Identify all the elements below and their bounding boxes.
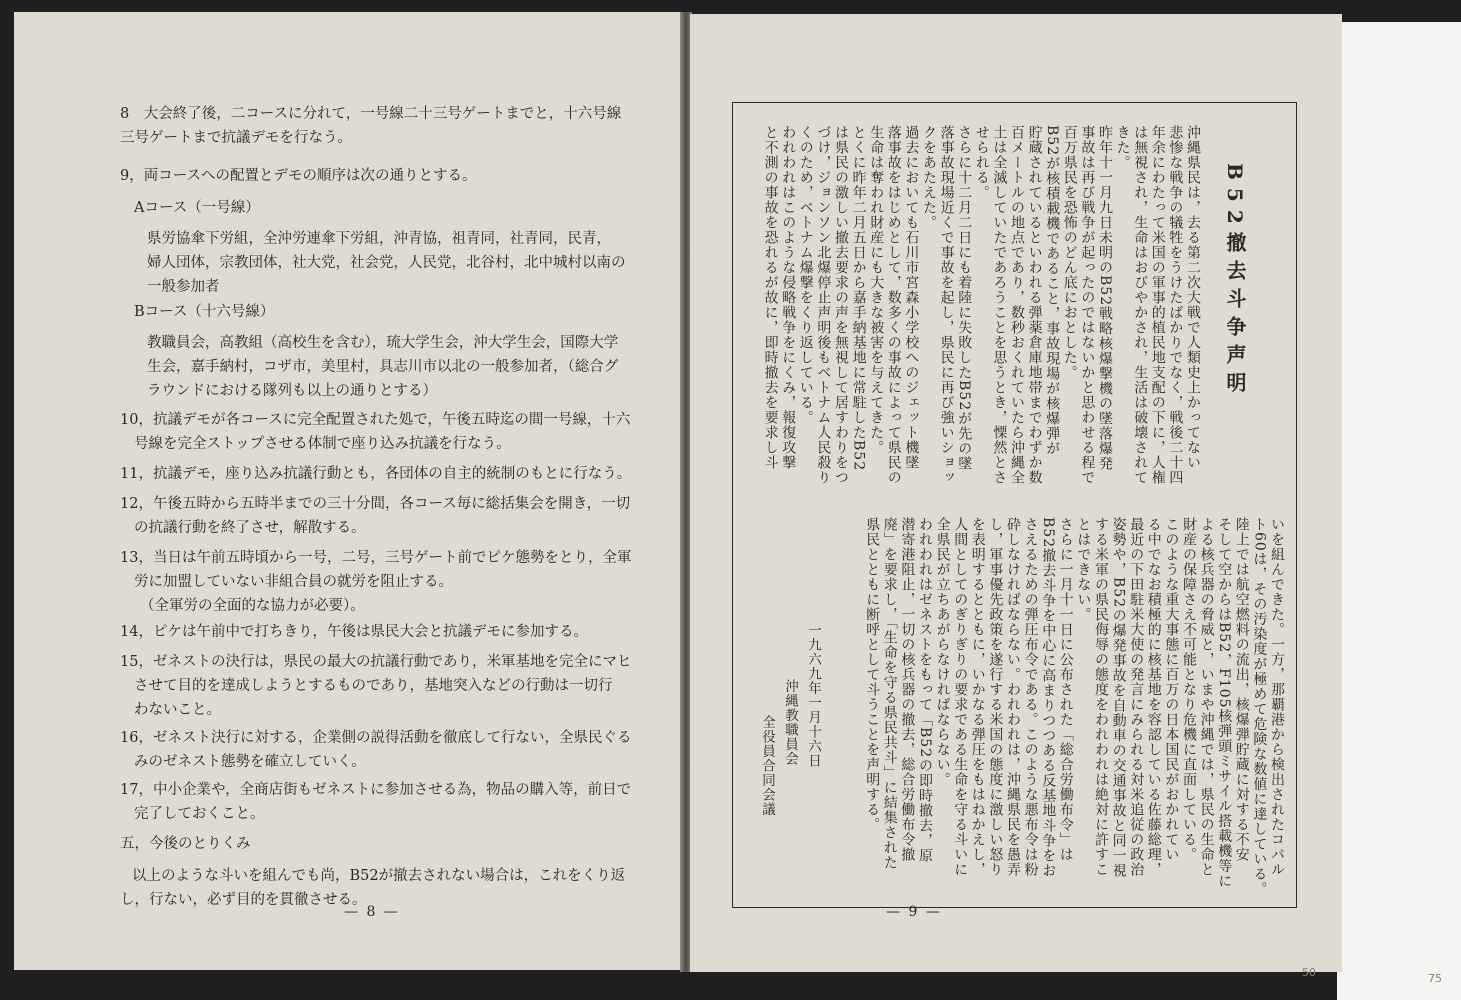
statement-column: さらに一月十一日に公布された「総合労働布令」は [1057, 517, 1074, 862]
statement-column: よる核兵器の脅威と，いまや沖縄では，県民の生命と [1198, 517, 1215, 877]
statement-column: 昨年十一月九日未明のB52戦略核爆撃機の墜落爆発 [1097, 125, 1113, 472]
statement-column: 百万県民を恐怖のどん底におとした。 [1061, 125, 1078, 380]
pencil-mark-1: 50 [1302, 966, 1316, 979]
statement-column: 土は全滅していたであろうことを思うとき，慄然とさ [991, 125, 1008, 485]
statement-date: 一九六九年一月十六日 [805, 623, 821, 768]
statement-column: 事故は再び戦争が起ったのではないかと思わせる程で [1079, 125, 1096, 485]
statement-column: 生命は奪われ財産にも大きな被害を与えてきた。 [868, 125, 885, 455]
statement-column: せられる。 [973, 125, 990, 200]
signatory-teachers-association: 沖縄教職員会 [782, 679, 798, 766]
pencil-mark-2: 75 [1428, 972, 1442, 985]
statement-column: くのため，ベトナム爆撃をくり返している。 [797, 125, 814, 425]
statement-column: われわれはこのような侵略戦争をにくみ，報復攻撃 [780, 125, 797, 470]
statement-column: われわれはゼネストをもって「B52の即時撤去，原 [917, 517, 933, 864]
statement-column: し，軍事優先政策を遂行する米国の態度に激しい怒り [987, 517, 1004, 877]
statement-column: このような重大事態に百万の日本国民がおかれてい [1163, 517, 1180, 862]
statement-column: B52が核積載機であること，事故現場が核爆弾が [1044, 125, 1061, 457]
section-5-heading: 五，今後のとりくみ [120, 836, 251, 852]
statement-column: ト60は，その汚染度が極めて危険な数値に達している。 [1251, 517, 1268, 897]
statement-column: 砕しなければならない。われわれは，沖縄県民を愚弄 [1005, 517, 1021, 877]
statement-column: 廃」を要求し，「生命を守る県民共斗」に結集された [881, 517, 898, 870]
statement-column: 落事故現場近くで事故を起し，県民に再び強いショッ [938, 125, 955, 485]
statement-column: は県民の激しい撤去要求の声を無視して居すわりをつ [833, 125, 849, 485]
statement-column: 年余にわたって米国の軍事的植民地支配の下に，人権 [1149, 125, 1166, 485]
item-16: 16，ゼネスト決行に対する，企業側の説得活動を徹底して行ない，全県民ぐる みのゼネスト態勢を確立していく。 [120, 730, 632, 770]
course-b-list: 教職員会，高教組（高校生を含む），琉大学生会，沖大学生会，国際大学 生会，嘉手納村，コザ市，美里村，具志川市以北の一般参加者，（総合グ ラウンドにおける隊列も以上の通りとする） [147, 335, 619, 399]
signatory-joint-council: 全役員合同会議 [759, 715, 775, 817]
statement-column: さえるための弾圧布令である。このような悪布令は粉 [1022, 517, 1039, 877]
statement-column: る中でなお積極的に核基地を容認している佐藤総理， [1145, 517, 1162, 877]
statement-column: 潜寄港阻止，一切の核兵器の撤去，総合労働布令撤 [899, 517, 916, 862]
statement-column: クをあたえた。 [921, 125, 937, 230]
statement-column: 全県民が立ちあがらなければならない。 [934, 517, 951, 787]
statement-column: 財産の保障さえ不可能となり危機に直面している。 [1181, 517, 1197, 862]
statement-column: とくに昨年二月五日から嘉手納基地に常駐したB52 [850, 125, 867, 472]
course-a-list: 県労協傘下労組，全沖労連傘下労組，沖青協，祖青同，社青同，民青， 婦人団体，宗教団体，社大党，社会党，人民党，北谷村，北中城村以南の 一般参加者 [147, 231, 626, 295]
statement-column: 悲惨な戦争の犠牲をうけたばかりでなく，戦後二十四 [1167, 125, 1184, 485]
course-a-heading: Aコース（一号線） [134, 200, 260, 216]
statement-column: する米軍の県民侮辱の態度をわれわれは絶対に許すこ [1093, 517, 1109, 877]
item-10: 10，抗議デモが各コースに完全配置された処で，午後五時迄の間一号線，十六 号線を完全ストップさせる体制で座り込み抗議を行なう。 [120, 412, 631, 452]
statement-column: そして空からはB52，F105核弾頭ミサイル搭載機等に [1216, 517, 1233, 889]
statement-frame [732, 102, 1297, 908]
statement-column: と不測の事故を恐れるが故に，即時撤去を要求し斗 [762, 125, 779, 470]
statement-column: は無視され，生命はおびやかされ，生活は破壊されて [1132, 125, 1149, 485]
statement-column: B52撤去斗争を中心に高まりつつある反基地斗争をお [1040, 517, 1057, 879]
page-number-right: — 9 — [886, 904, 942, 920]
item-8: 8 大会終了後，二コースに分れて，一号線二十三号ゲートまでと，十六号線 三号ゲートまで抗議デモを行なう。 [120, 106, 622, 146]
statement-column: 過去においても石川市宮森小学校へのジェット機墜 [903, 125, 920, 470]
section-5-body: 以上のような斗いを組んでも尚，B52が撤去されない場合は，これをくり返 し，行ない，必ず目的を貫徹させる。 [120, 868, 626, 908]
item-11: 11，抗議デモ，座り込み抗議行動とも，各団体の自主的統制のもとに行なう。 [120, 466, 632, 482]
statement-column: きた。 [1114, 125, 1131, 170]
item-12: 12，午後五時から五時半までの三十分間，各コース毎に総括集会を開き，一切 の抗議行動を終了させ，解散する。 [120, 496, 631, 536]
left-page [14, 12, 682, 970]
item-15: 15，ゼネストの決行は，県民の最大の抗議行動であり，米軍基地を完全にマヒ させて目的を達成しようとするものであり，基地突入などの行動は一切行 わないこと。 [120, 654, 632, 718]
statement-column: さらに十二月二日にも着陸に失敗したB52が先の墜 [956, 125, 973, 472]
statement-column: 沖縄県民は，去る第二次大戦で人類史上かってない [1185, 125, 1201, 470]
statement-column: 最近の下田駐米大使の発言にみられる対米追従の政治 [1128, 517, 1145, 877]
statement-column: 人間としてのぎりぎりの要求である生命を守る斗いに [952, 517, 969, 877]
statement-column: を表明するとともに，いかなる弾圧をもはねかえし， [969, 517, 986, 877]
item-14: 14，ピケは午前中で打ちきり，午後は県民大会と抗議デモに参加する。 [120, 624, 588, 640]
backing-sheet [1337, 22, 1461, 1000]
statement-column: いを組んできた。一方，那覇港から検出されたコバル [1269, 517, 1285, 877]
course-b-heading: Bコース（十六号線） [134, 304, 275, 320]
item-17: 17，中小企業や，全商店街もゼネストに参加させる為，物品の購入等，前日で 完了しておくこと。 [120, 782, 632, 822]
statement-title: B52撤去斗争声明 [1223, 163, 1247, 400]
right-page [690, 14, 1342, 972]
statement-column: 百メートルの地点であり，数秒おくれていたら沖縄全 [1009, 125, 1025, 485]
page-number-left: — 8 — [344, 904, 400, 920]
statement-column: 貯蔵されているといわれる弾薬倉庫地帯までわずか数 [1026, 125, 1043, 485]
statement-column: 県民とともに断呼として斗うことを声明する。 [864, 517, 881, 832]
statement-column: 姿勢や，B52の爆発事故を自動車の交通事故と同一視 [1110, 517, 1127, 879]
statement-column: づけ，ジョンソン北爆停止声明後もベトナム人民殺り [815, 125, 832, 485]
statement-column: 陸上では航空燃料の流出，核爆弾貯蔵に対する不安 [1233, 517, 1250, 862]
statement-column: とはできない。 [1075, 517, 1092, 622]
item-9: 9，両コースへの配置とデモの順序は次の通りとする。 [120, 168, 477, 184]
item-13: 13，当日は午前五時頃から一号，二号，三号ゲート前でピケ態勢をとり，全軍 労に加盟していない非組合員の就労を阻止する。 （全軍労の全面的な協力が必要）。 [120, 550, 632, 614]
statement-column: 落事故をはじめとして，数多くの事故によって県民の [885, 125, 902, 485]
